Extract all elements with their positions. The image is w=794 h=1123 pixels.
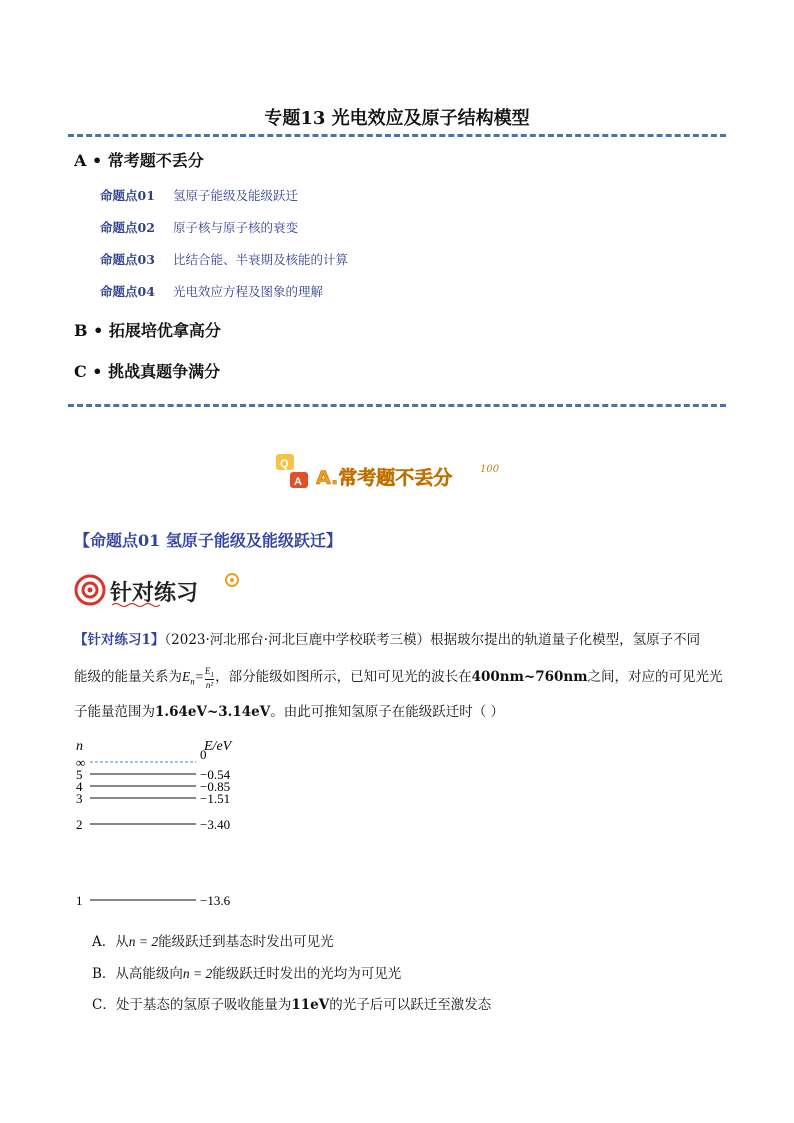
banner-text: A.常考题不丢分 xyxy=(316,467,453,489)
toc-key: 命题点02 xyxy=(100,220,155,235)
section-b-heading: B • 拓展培优拿高分 xyxy=(74,321,221,340)
n-axis-label: n xyxy=(76,739,83,754)
toc-item-1[interactable] xyxy=(100,186,298,204)
q-badge-text: Q xyxy=(280,458,289,470)
level-n-label: 5 xyxy=(76,767,83,782)
e-axis-label: E/eV xyxy=(204,739,232,754)
level-energy-label: −0.85 xyxy=(200,779,231,794)
option-b[interactable]: B．从高能级向n = 2能级跃迁时发出的光均为可见光 xyxy=(92,966,402,982)
practice-banner xyxy=(72,570,252,614)
level-energy-label: −0.54 xyxy=(200,767,231,782)
toc-item-4[interactable] xyxy=(100,282,323,300)
section-c-heading: C • 挑战真题争满分 xyxy=(74,362,221,381)
practice-banner-text: 针对练习 xyxy=(110,581,199,606)
topic-heading: 【命题点01 氢原子能级及能级跃迁】 xyxy=(74,531,342,550)
level-energy-label: −1.51 xyxy=(200,791,231,806)
toc-text: 氢原子能级及能级跃迁 xyxy=(173,188,299,203)
section-a-heading: A • 常考题不丢分 xyxy=(74,151,204,170)
level-energy-label: −3.40 xyxy=(200,817,231,832)
toc-text: 比结合能、半衰期及核能的计算 xyxy=(173,252,349,267)
question-label: 【针对练习1】 xyxy=(74,632,165,648)
question-line-2: 能级的能量关系为$E_n=$ $\frac{E_1}{\text{n²}}$ ，部分能级如图所示，已知可见光的波长在400nm~760nm之间，对应的可见光光 xyxy=(74,665,723,691)
toc-key: 命题点04 xyxy=(100,284,155,299)
toc-text: 光电效应方程及图象的理解 xyxy=(173,284,324,299)
page-title: 专题13 光电效应及原子结构模型 xyxy=(264,108,530,129)
level-n-label: ∞ xyxy=(76,755,86,770)
formula: $E_n=$ $\frac{E_1}{\text{n²}}$ xyxy=(182,665,215,691)
energy-level-diagram xyxy=(72,736,272,916)
level-n-label: 2 xyxy=(76,817,83,832)
toc-item-2[interactable] xyxy=(100,218,298,236)
energy-range: 1.64eV~3.14eV xyxy=(155,704,271,720)
score-text: 100 xyxy=(480,464,500,475)
wavelength-range: 400nm~760nm xyxy=(471,669,588,685)
divider-top xyxy=(68,134,726,137)
question-source: （2023·河北邢台·河北巨鹿中学校联考三模）根据玻尔提出的轨道量子化模型，氢原子不同 xyxy=(164,632,701,648)
level-n-label: 3 xyxy=(76,791,83,806)
question-line-3: 子能量范围为1.64eV~3.14eV。由此可推知氢原子在能级跃迁时（ ） xyxy=(74,704,504,720)
question-line-1 xyxy=(74,624,734,657)
section-banner xyxy=(272,452,522,492)
toc-item-3[interactable] xyxy=(100,250,348,268)
toc-text: 原子核与原子核的衰变 xyxy=(173,220,299,235)
a-badge-text: A xyxy=(294,476,302,488)
level-n-label: 4 xyxy=(76,779,83,794)
toc-key: 命题点03 xyxy=(100,252,155,267)
option-c[interactable]: C．处于基态的氢原子吸收能量为11eV的光子后可以跃迁至激发态 xyxy=(92,997,492,1013)
toc-key: 命题点01 xyxy=(100,188,155,203)
divider-bottom xyxy=(68,404,726,407)
level-n-label: 1 xyxy=(76,893,83,908)
level-energy-label: 0 xyxy=(200,747,207,762)
level-energy-label: −13.6 xyxy=(200,893,231,908)
option-a[interactable]: A．从n = 2能级跃迁到基态时发出可见光 xyxy=(92,934,334,950)
